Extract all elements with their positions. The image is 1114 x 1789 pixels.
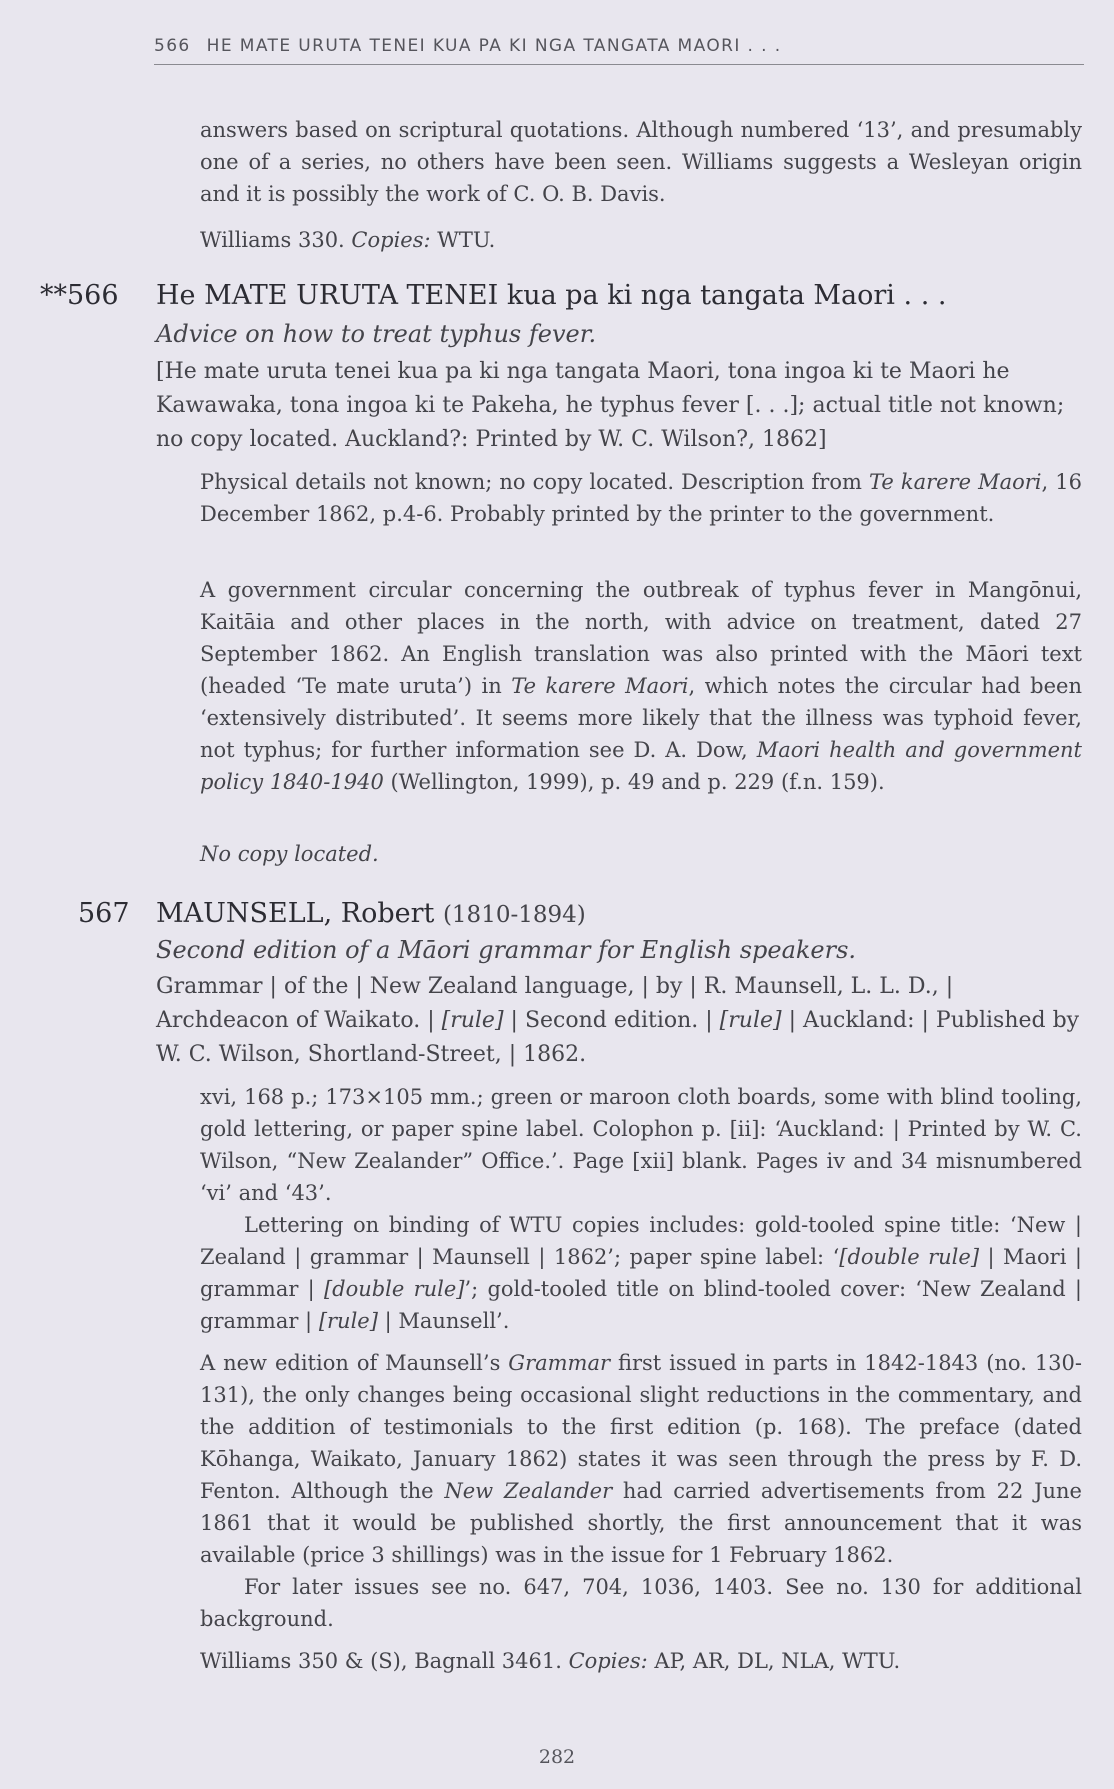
- entry-567-lettering: [200, 1209, 1082, 1337]
- entry-567-transcription-b: | Second edition. |: [503, 1008, 720, 1033]
- entry-566-note: [200, 574, 1082, 798]
- entry-567-note: [200, 1347, 1082, 1571]
- running-head: [154, 36, 1084, 65]
- entry-566-title: He MATE URUTA TENEI kua pa ki nga tangata Maori . . .: [156, 280, 947, 311]
- entry-567-lettering-d: | Maunsell’.: [377, 1309, 510, 1333]
- entry-567-transcription-c: | Auckland: | Published by W. C. Wilson, Shortland-Street, | 1862.: [156, 1008, 1080, 1067]
- entry-566-subtitle: Advice on how to treat typhus fever.: [156, 320, 597, 348]
- entry-567-lettering-b: | Maori | grammar |: [200, 1245, 1082, 1301]
- prev-entry-copies-label: Copies:: [351, 228, 431, 252]
- entry-567-dates: (1810-1894): [442, 902, 586, 928]
- entry-566-transcription: [He mate uruta tenei kua pa ki nga tangata Maori, tona ingoa ki te Maori he Kawawaka, tona ingoa ki te Pakeha, he typhus fever [. . .]; actual title not known; no copy located. Auckland?: Printed by W. C. Wilson?, 1862]: [156, 359, 1065, 452]
- entry-567-note-a: A new edition of Maunsell’s: [200, 1351, 509, 1375]
- entry-567-transcription: [156, 970, 1086, 1072]
- entry-566-physical-b: , 16 December 1862, p.4-6. Probably printed by the printer to the government.: [200, 470, 1082, 526]
- entry-566-note-italic2: Maori health and government policy 1840-1940: [200, 738, 1082, 794]
- entry-567-lettering-c: ’; gold-tooled title on blind-tooled cover: ‘New Zealand | grammar |: [200, 1277, 1083, 1333]
- entry-567-transcription-a: Grammar | of the | New Zealand language, | by | R. Maunsell, L. L. D., | Archdeacon of Waikato. |: [156, 974, 954, 1033]
- entry-566-note-c: (Wellington, 1999), p. 49 and p. 229 (f.n. 159).: [383, 770, 885, 794]
- entry-567-lettering-i3: [rule]: [318, 1309, 378, 1333]
- entry-567-lettering-i1: [double rule]: [839, 1245, 980, 1269]
- entry-567-physical: xvi, 168 p.; 173×105 mm.; green or maroon cloth boards, some with blind tooling, gold lettering, or paper spine label. Colophon p. [ii]: ‘Auckland: | Printed by W. C. Wilson, “New Zealander” Office.’. Page [xii] blank. Pages iv and 34 misnumbered ‘vi’ and ‘43’.: [200, 1085, 1082, 1205]
- entry-567-lettering-i2: [double rule]: [323, 1277, 465, 1301]
- entry-566-physical-italic: Te karere Maori: [868, 470, 1042, 494]
- entry-567-number: 567: [78, 898, 130, 929]
- entry-567-lettering-a: Lettering on binding of WTU copies includes: gold-tooled spine title: ‘New | Zealand | grammar | Maunsell | 1862’; paper spine label: ‘: [200, 1213, 1082, 1269]
- prev-entry-copies: WTU.: [437, 228, 496, 252]
- entry-567-copies: AP, AR, DL, NLA, WTU.: [654, 1649, 901, 1673]
- entry-567-later-issues: For later issues see no. 647, 704, 1036, 1403. See no. 130 for additional background.: [200, 1575, 1082, 1631]
- entry-567-title: [156, 898, 586, 929]
- folio-page-number: 282: [538, 1746, 576, 1768]
- entry-566-no-copy: [200, 838, 1082, 870]
- entry-566-note-b: , which notes the circular had been ‘extensively distributed’. It seems more likely that the illness was typhoid fever, not typhus; for further information see D. A. Dow,: [200, 674, 1082, 762]
- entry-566-note-a: A government circular concerning the outbreak of typhus fever in Mangōnui, Kaitāia and other places in the north, with advice on treatment, dated 27 September 1862. An English translation was also printed with the Māori text (headed ‘Te mate uruta’) in: [200, 578, 1082, 698]
- entry-566-physical: [200, 466, 1082, 530]
- running-head-page-number: 566: [154, 36, 191, 56]
- entry-566-no-copy-text: No copy located.: [200, 842, 379, 866]
- entry-567-note-b: first issued in parts in 1842-1843 (no. 130-131), the only changes being occasional slight reductions in the commentary, and the addition of testimonials to the first edition (p. 168). The preface (dated Kōhanga, Waikato, January 1862) states it was seen through the press by F. D. Fenton. Although the: [200, 1351, 1082, 1503]
- entry-566-physical-a: Physical details not known; no copy located. Description from: [200, 470, 869, 494]
- entry-567-note-i2: New Zealander: [444, 1479, 613, 1503]
- entry-566-note-italic1: Te karere Maori: [511, 674, 689, 698]
- entry-567-subtitle: Second edition of a Māori grammar for English speakers.: [156, 936, 857, 964]
- entry-567-rule-1: [rule]: [441, 1008, 504, 1033]
- entry-566-number: **566: [40, 280, 119, 311]
- entry-567-notes: [200, 1081, 1082, 1677]
- entry-567-refs: [200, 1645, 1082, 1677]
- prev-entry-note: [200, 114, 1082, 210]
- entry-567-copies-label: Copies:: [568, 1649, 648, 1673]
- prev-entry-note-text: answers based on scriptural quotations. Although numbered ‘13’, and presumably one of a series, no others have been seen. Williams suggests a Wesleyan origin and it is possibly the work of C. O. B. Davis.: [200, 118, 1082, 206]
- entry-567-note-i1: Grammar: [508, 1351, 611, 1375]
- running-head-title: HE MATE URUTA TENEI KUA PA KI NGA TANGATA MAORI . . .: [206, 36, 782, 56]
- entry-567-rule-2: [rule]: [719, 1008, 782, 1033]
- prev-entry-williams-ref: Williams 330.: [200, 228, 345, 252]
- entry-567-author: MAUNSELL, Robert: [156, 898, 435, 929]
- entry-567-refs-text: Williams 350 & (S), Bagnall 3461.: [200, 1649, 562, 1673]
- entry-567-note-c: had carried advertisements from 22 June 1861 that it would be published shortly, the first announcement that it was available (price 3 shillings) was in the issue for 1 February 1862.: [200, 1479, 1082, 1567]
- prev-entry-refs: [200, 224, 1082, 256]
